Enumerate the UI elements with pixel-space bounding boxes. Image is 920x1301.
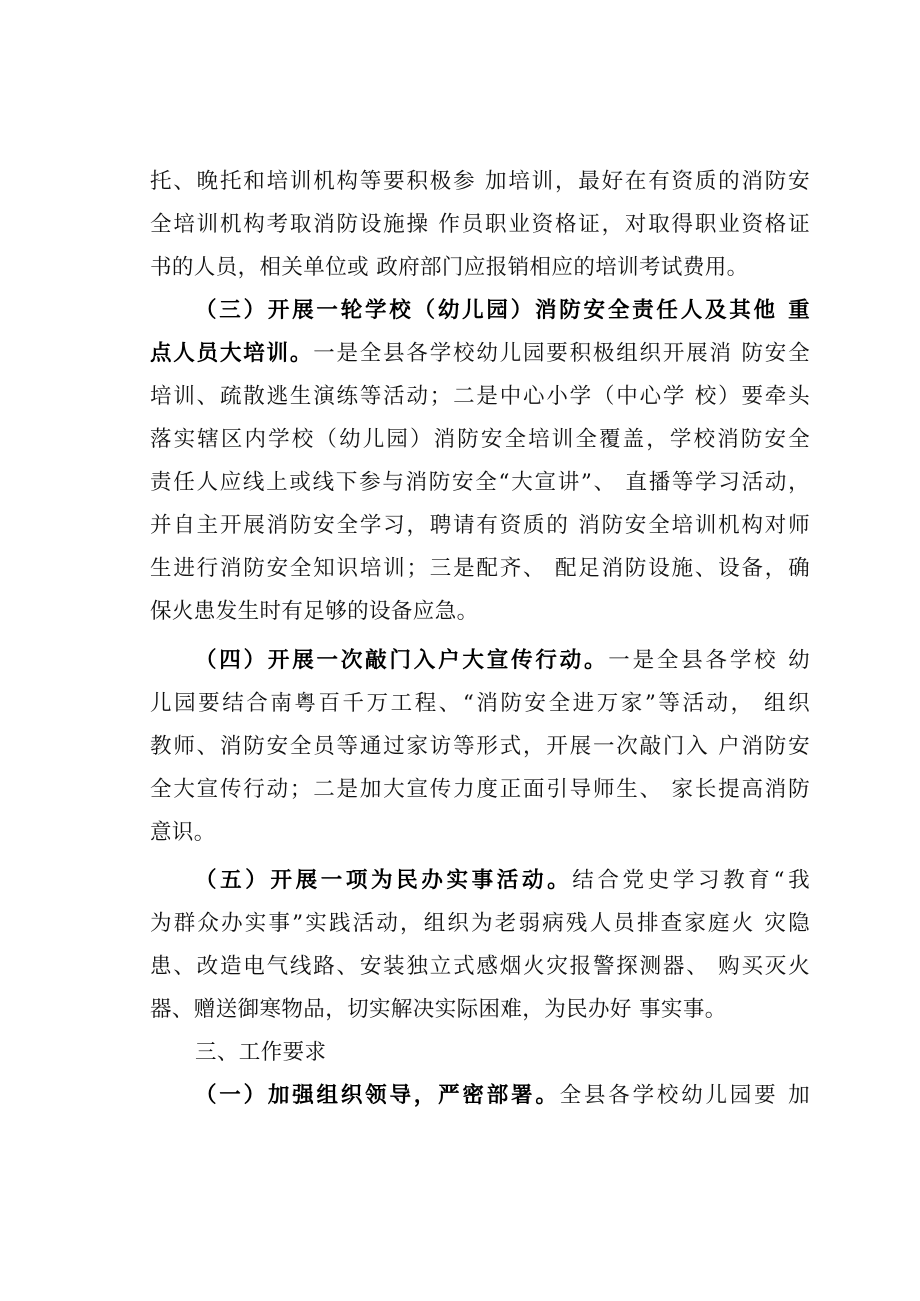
text-line-11: 保火患发生时有足够的设备应急。: [150, 599, 479, 624]
text-line-9: 并自主开展消防安全学习，聘请有资质的 消防安全培训机构对师: [150, 513, 810, 538]
text-line-1: 托、晚托和培训机构等要积极参 加培训，最好在有资质的消防安: [150, 169, 810, 194]
text-line-5: 点人员大培训。一是全县各学校幼儿园要积极组织开展消 防安全: [150, 341, 810, 366]
text-line-13: 儿园要结合南粤百千万工程、“消防安全进万家”等活动， 组织: [150, 691, 810, 716]
text-line-20: 器、赠送御寒物品，切实解决实际困难，为民办好 事实事。: [150, 997, 727, 1022]
text-line-16: 意识。: [150, 820, 216, 845]
section-heading-four: （四）开展一次敲门入户大宣传行动。一是全县各学校 幼: [195, 648, 810, 673]
text-line-3: 书的人员，相关单位或 政府部门应报销相应的培训考试费用。: [150, 255, 749, 280]
text-line-15: 全大宣传行动；二是加大宣传力度正面引导师生、 家长提高消防: [150, 777, 810, 802]
text-line-7: 落实辖区内学校（幼儿园）消防安全培训全覆盖，学校消防安全: [150, 427, 810, 452]
text-line-8: 责任人应线上或线下参与消防安全“大宣讲”、 直播等学习活动，: [150, 470, 810, 495]
section-heading-three: （三）开展一轮学校（幼儿园）消防安全责任人及其他 重: [195, 298, 810, 323]
text-line-10: 生进行消防安全知识培训；三是配齐、 配足消防设施、设备，确: [150, 556, 810, 581]
text-line-18: 为群众办实事”实践活动，组织为老弱病残人员排查家庭火 灾隐: [150, 911, 810, 936]
section-heading-one: （一）加强组织领导，严密部署。全县各学校幼儿园要 加: [195, 1083, 810, 1108]
section-heading-five: （五）开展一项为民办实事活动。结合党史学习教育“我: [195, 868, 810, 893]
text-line-2: 全培训机构考取消防设施操 作员职业资格证，对取得职业资格证: [150, 212, 810, 237]
chapter-heading-work-requirements: 三、工作要求: [195, 1040, 327, 1065]
text-line-6: 培训、疏散逃生演练等活动；二是中心小学（中心学 校）要牵头: [150, 384, 810, 409]
text-line-14: 教师、消防安全员等通过家访等形式，开展一次敲门入 户消防安: [150, 734, 810, 759]
text-line-19: 患、改造电气线路、安装独立式感烟火灾报警探测器、 购买灭火: [150, 954, 810, 979]
